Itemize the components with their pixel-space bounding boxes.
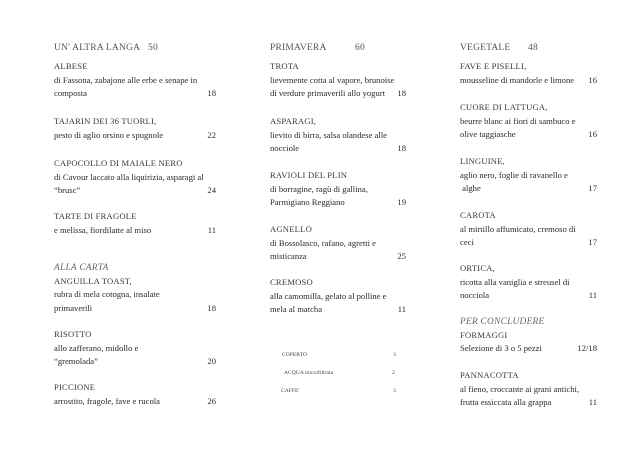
- dish-description: nocciole: [270, 143, 300, 154]
- dish-description: allo zafferano, midollo e: [54, 342, 139, 353]
- dish-price: 18: [397, 143, 406, 154]
- dish-price: 25: [397, 251, 406, 262]
- dish-name: ANGUILLA TOAST,: [54, 275, 132, 286]
- dish-price: 18: [397, 88, 406, 99]
- dish-description: alghe: [460, 183, 481, 194]
- extra-label: CAFFE': [281, 388, 300, 394]
- dish-description: mousseline di mandorle e limone: [460, 74, 575, 85]
- dish-description: frutta essiccata alla grappa: [460, 397, 552, 408]
- dish-name: CAPOCOLLO DI MAIALE NERO: [54, 158, 183, 168]
- dish-name: TAJARIN DEI 36 TUORLI,: [54, 116, 157, 126]
- extra-label: ACQUA microfiltrata: [284, 370, 333, 376]
- dish-name: CREMOSO: [270, 277, 313, 287]
- dish-name: PICCIONE: [54, 382, 96, 392]
- dish-description: e melissa, fiordilatte al miso: [54, 224, 152, 235]
- dish-description: al mirtillo affumicato, cremoso di: [460, 223, 576, 234]
- dish-description: composta: [54, 88, 87, 99]
- dish-description: olive taggiasche: [460, 129, 516, 140]
- dish-description: Selezione di 3 o 5 pezzi: [460, 343, 542, 354]
- dish-name: CAROTA: [460, 210, 496, 220]
- dish-description: ceci: [460, 237, 474, 248]
- extra-label: COPERTO: [282, 352, 308, 358]
- dish-name: LINGUINE,: [460, 156, 505, 166]
- dish-price: 20: [207, 356, 216, 367]
- dish-name: TROTA: [270, 61, 299, 71]
- dish-description: Parmigiano Reggiano: [270, 197, 345, 208]
- dish-description: ricotta alla vaniglia e streusel di: [460, 276, 570, 287]
- dish-name: TARTE DI FRAGOLE: [54, 211, 137, 221]
- column-set-price: 50: [148, 43, 158, 53]
- dish-name: FAVE E PISELLI,: [460, 61, 527, 71]
- dish-price: 16: [588, 129, 597, 140]
- dish-name: AGNELLO: [270, 224, 312, 234]
- column-set-price: 48: [528, 43, 538, 53]
- column-set-price: 60: [355, 43, 365, 53]
- dish-price: 19: [397, 197, 406, 208]
- dish-description: pesto di aglio orsino e spugnole: [54, 129, 164, 140]
- dish-name: FORMAGGI: [460, 329, 508, 340]
- dish-price: 17: [588, 237, 597, 248]
- dish-description: misticanza: [270, 251, 307, 262]
- dish-name: PANNACOTTA: [460, 370, 519, 380]
- extra-price: 3: [393, 352, 396, 358]
- dish-description: alla camomilla, gelato al polline e: [270, 290, 387, 301]
- dish-name: ORTICA,: [460, 263, 496, 273]
- dish-price: 18: [207, 88, 216, 99]
- dish-description: beurre blanc ai fiori di sambuco e: [460, 115, 576, 126]
- dish-price: 11: [588, 290, 597, 301]
- dish-description: di Bossolasco, rafano, agretti e: [270, 237, 376, 248]
- dish-description: di Fassona, zabajone alle erbe e senape in: [54, 74, 198, 85]
- dish-description: di Cavour laccato alla liquirizia, asparagi al: [54, 171, 204, 182]
- dish-name: ALBESE: [54, 61, 88, 71]
- dish-description: mela al matcha: [270, 304, 323, 315]
- dish-description: di verdure primaverili allo yogurt: [270, 88, 386, 99]
- dish-price: 22: [207, 129, 216, 140]
- dish-description: lievemente cotta al vapore, brunoise: [270, 74, 395, 85]
- dish-description: rubra di mela cotogna, insalate: [54, 289, 160, 300]
- dish-name: CUORE DI LATTUGA,: [460, 102, 548, 112]
- dish-description: di borragine, ragù di gallina,: [270, 183, 368, 194]
- dish-name: RAVIOLI DEL PLIN: [270, 170, 348, 180]
- section-heading: ALLA CARTA: [54, 263, 109, 273]
- column-title: UN' ALTRA LANGA: [54, 43, 141, 53]
- column-title: PRIMAVERA: [270, 43, 327, 53]
- section-heading: PER CONCLUDERE: [460, 317, 545, 327]
- dish-description: primaverili: [54, 302, 93, 313]
- dish-description: al fieno, croccante ai grani antichi,: [460, 383, 580, 394]
- dish-name: ASPARAGI,: [270, 116, 317, 126]
- dish-price: 11: [207, 224, 216, 235]
- dish-description: arrostito, fragole, fave e rucola: [54, 395, 160, 406]
- dish-name: RISOTTO: [54, 329, 92, 339]
- dish-price: 26: [207, 395, 216, 406]
- dish-price: 18: [207, 302, 216, 313]
- dish-description: lievito di birra, salsa olandese alle: [270, 129, 387, 140]
- dish-price: 11: [588, 397, 597, 408]
- dish-price: 17: [588, 183, 597, 194]
- dish-price: 24: [207, 185, 216, 196]
- dish-description: aglio nero, foglie di ravanello e: [460, 169, 568, 180]
- dish-price: 12/18: [577, 343, 597, 354]
- column-title: VEGETALE: [460, 43, 511, 53]
- dish-price: 11: [397, 304, 406, 315]
- dish-description: “gremolada”: [54, 356, 98, 367]
- dish-description: nocciola: [460, 290, 490, 301]
- dish-description: “brusc”: [54, 185, 81, 196]
- extra-price: 2: [392, 370, 395, 376]
- extra-price: 3: [393, 388, 396, 394]
- dish-price: 16: [588, 74, 597, 85]
